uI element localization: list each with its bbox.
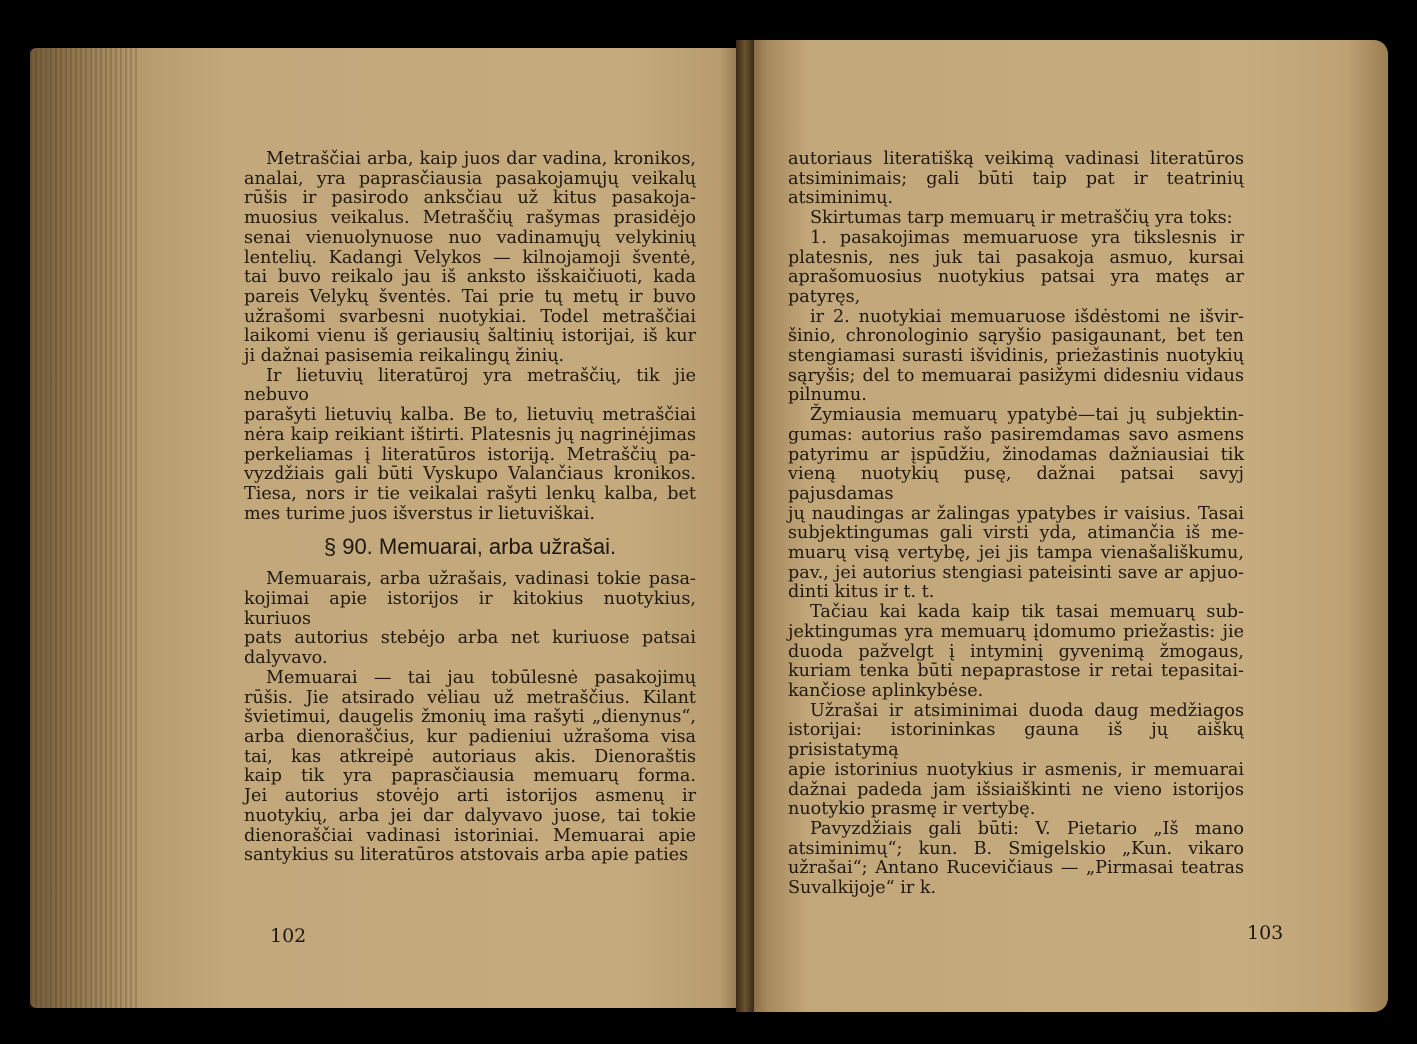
text-line: pareis Velykų šventės. Tai prie tų metų ir buvo [244, 286, 696, 307]
text-line: muarų visą vertybę, jei jis tampa vienašališkumu, [788, 543, 1244, 564]
text-line: Suvalkijoje“ ir k. [788, 878, 937, 899]
text-line: laikomi vienu iš geriausių šaltinių istorijai, iš kur [244, 326, 696, 347]
text-line: duoda pažvelgt į intyminį gyvenimą žmogaus, [788, 641, 1244, 662]
text-line: Tiesa, nors ir tie veikalai rašyti lenkų kalba, bet [244, 483, 696, 504]
text-line: Jei autorius stovėjo arti istorijos asmenų ir [244, 786, 696, 807]
text-line: rūšis. Jie atsirado vėliau už metraščius. Kilant [244, 687, 696, 708]
text-line: Pavyzdžiais gali būti: V. Pietario „Iš mano [810, 818, 1244, 839]
text-line: platesnis, nes juk tai pasakoja asmuo, kursai [788, 247, 1244, 268]
text-line: Tačiau kai kada kaip tik tasai memuarų sub- [810, 602, 1244, 623]
text-line: dienoraščiai vadinasi istoriniai. Memuarai apie [244, 825, 696, 846]
text-line: rūšis ir pasirodo anksčiau už kitus pasakoja- [244, 188, 696, 209]
text-line: Memuarai — tai jau tobūlesnė pasakojimų [266, 667, 696, 688]
text-line: Užrašai ir atsiminimai duoda daug medžiagos [810, 700, 1244, 721]
text-line: atsiminimais; gali būti taip pat ir teatrinių [788, 168, 1244, 189]
text-line: ir 2. nuotykiai memuaruose išdėstomi ne išvir- [810, 306, 1244, 327]
text-line: nuotykių, arba jei dar dalyvavo juose, tai tokie [244, 805, 696, 826]
text-line: gumas: autorius rašo pasiremdamas savo asmens [788, 424, 1244, 445]
text-line: Metraščiai arba, kaip juos dar vadina, kronikos, [266, 149, 696, 169]
text-line: šinio, chronologinio sąryšio pasigaunant, bet ten [788, 326, 1244, 347]
text-line: tai buvo reikalo jau iš anksto išskaičiuoti, kada [244, 267, 696, 288]
text-line: perkeliamas į literatūros istoriją. Metraščių pa- [244, 444, 696, 465]
text-line: 1. pasakojimas memuaruose yra tikslesnis ir [810, 227, 1244, 248]
text-line: dažnai padeda jam išsiaiškinti ne vieno istorijos [788, 779, 1244, 800]
text-line: švietimui, daugelis žmonių ima rašyti „dienynus“, [244, 707, 696, 728]
text-line: istorijai: istorininkas gauna iš jų aiškų prisistatymą [788, 720, 1244, 761]
text-line: aprašomuosius nuotykius patsai yra matęs ar patyręs, [788, 267, 1244, 307]
text-line: lentelių. Kadangi Velykos — kilnojamoji šventė, [244, 247, 696, 268]
text-line: jų naudingas ar žalingas ypatybes ir vaisius. Tasai [788, 503, 1244, 524]
text-line: pilnumu. [788, 385, 867, 406]
text-line: kaip tik yra paprasčiausia memuarų forma. [244, 766, 696, 787]
text-line: santykius su literatūros atstovais arba apie paties [244, 845, 689, 866]
text-line: muosius veikalus. Metraščių rašymas prasidėjo [244, 208, 696, 229]
book-gutter [736, 40, 754, 1012]
text-line: užrašomi svarbesni nuotykiai. Todel metraščiai [244, 306, 696, 327]
text-line: mes turime juos išverstus ir lietuviškai. [244, 503, 595, 524]
section-heading: § 90. Memuarai, arba užrašai. [323, 534, 617, 560]
text-line: Skirtumas tarp memuarų ir metraščių yra toks: [810, 208, 1233, 229]
text-line: dalyvavo. [244, 648, 328, 669]
text-line: vieną nuotykių pusę, dažnai patsai savyj pajusdamas [788, 464, 1244, 504]
text-line: stengiamasi surasti išvidinis, priežastinis nuotykių [788, 346, 1244, 367]
page-number-left: 102 [270, 925, 307, 947]
text-line: analai, yra paprasčiausia pasakojamųjų veikalų [244, 168, 696, 189]
text-line: ji dažnai pasisemia reikalingų žinių. [244, 346, 565, 367]
text-line: užrašai“; Antano Rucevičiaus — „Pirmasai teatras [788, 858, 1244, 879]
text-line: nuotykio prasmę ir vertybę. [788, 799, 1036, 820]
text-line: tai, kas atkreipė autoriaus akis. Dienoraštis [244, 746, 696, 767]
text-line: Žymiausia memuarų ypatybė—tai jų subjektin- [810, 405, 1244, 426]
left-page-text [244, 150, 696, 866]
right-page-text [788, 150, 1244, 899]
text-line: arba dienoraščius, kur padieniui užrašoma visa [244, 726, 696, 747]
book-spine-edge [30, 48, 140, 1008]
text-line: pav., jei autorius stengiasi pateisinti save ar apjuo- [788, 562, 1244, 583]
text-line: sąryšis; del to memuarai pasižymi didesniu vidaus [788, 365, 1244, 386]
text-line: autoriaus literatišką veikimą vadinasi literatūros [788, 149, 1244, 169]
text-line: atsiminimų. [788, 188, 894, 209]
text-line: parašyti lietuvių kalba. Be to, lietuvių metraščiai [244, 405, 696, 426]
text-line: vyzdžiais gali būti Vyskupo Valančiaus kronikos. [244, 464, 696, 485]
text-line: nėra kaip reikiant ištirti. Platesnis jų nagrinėjimas [244, 424, 696, 445]
open-book [30, 40, 1380, 1015]
text-line: Memuarais, arba užrašais, vadinasi tokie pasa- [266, 569, 696, 590]
text-line: pats autorius stebėjo arba net kuriuose patsai [244, 628, 696, 649]
text-line: dinti kitus ir t. t. [788, 582, 935, 603]
text-line: Ir lietuvių literatūroj yra metraščių, tik jie nebuvo [244, 365, 696, 406]
text-line: senai vienuolynuose nuo vadinamųjų velykinių [244, 227, 696, 248]
text-line: kuriam tenka būti nepaprastose ir retai tepasitai- [788, 661, 1244, 682]
text-line: jektingumas yra memuarų įdomumo priežastis: jie [788, 621, 1244, 642]
text-line: kančiose aplinkybėse. [788, 680, 984, 701]
text-line: apie istorinius nuotykius ir asmenis, ir memuarai [788, 759, 1244, 780]
text-line: kojimai apie istorijos ir kitokius nuotykius, kuriuos [244, 589, 696, 629]
text-line: patyrimu ar įspūdžiu, žinodamas dažniausiai tik [788, 444, 1244, 465]
text-line: atsiminimų“; kun. B. Smigelskio „Kun. vikaro [788, 838, 1244, 859]
page-number-right: 103 [1247, 922, 1284, 944]
text-line: subjektingumas gali virsti yda, atimančia iš me- [788, 523, 1244, 544]
